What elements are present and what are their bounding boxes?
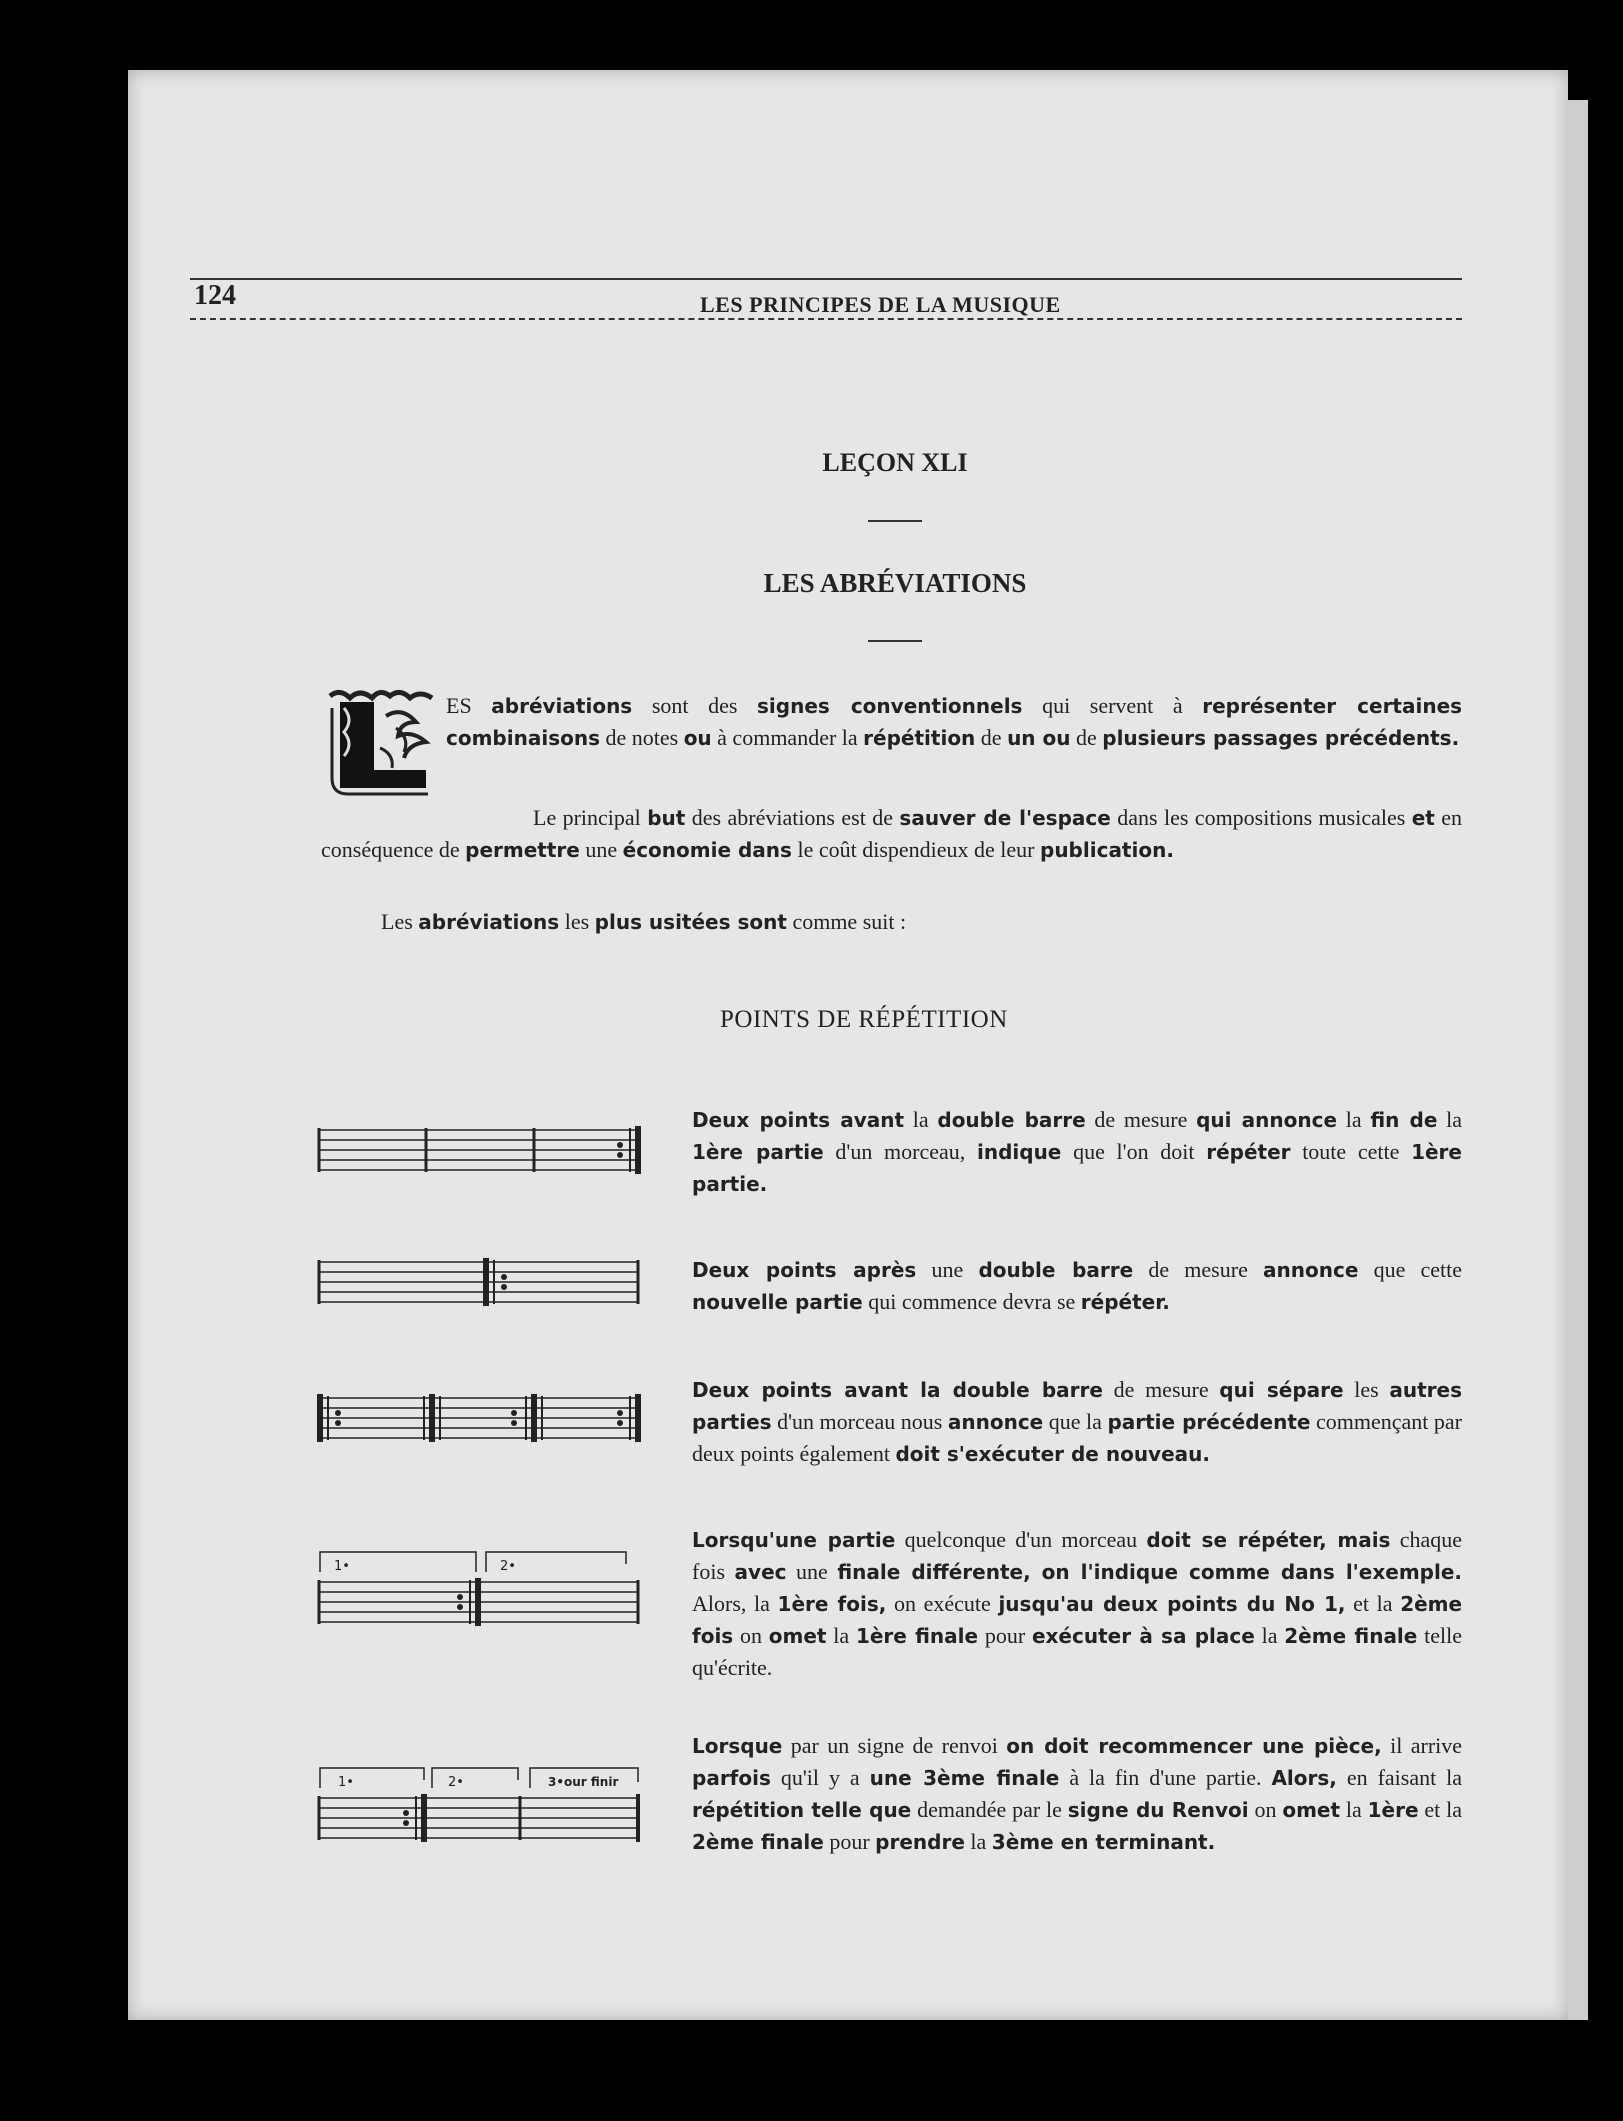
section-heading: POINTS DE RÉPÉTITION bbox=[720, 1006, 1008, 1033]
example-bold: annonce bbox=[947, 1410, 1044, 1434]
heading-dash bbox=[868, 640, 922, 642]
example-text: telle qu'écrite. bbox=[692, 1623, 1463, 1680]
intro-bold: plusieurs passages précédents. bbox=[1102, 726, 1460, 750]
example-bold: double barre bbox=[937, 1108, 1086, 1132]
intro-text: des abréviations est de bbox=[691, 805, 894, 830]
example-bold: indique bbox=[976, 1140, 1062, 1164]
volta-label-3: 3•our finir bbox=[548, 1775, 619, 1789]
example-text: toute cette bbox=[1302, 1139, 1400, 1164]
example-bold: qui sépare bbox=[1219, 1378, 1344, 1402]
page-header bbox=[190, 200, 1462, 270]
intro-text: de bbox=[980, 725, 1002, 750]
example-3-text bbox=[692, 1374, 1462, 1470]
example-text: la bbox=[1446, 1107, 1463, 1132]
example-bold: autres parties bbox=[692, 1378, 1463, 1434]
intro-text: de notes bbox=[605, 725, 679, 750]
example-bold: parfois bbox=[692, 1766, 771, 1790]
example-bold: 2ème finale bbox=[692, 1830, 824, 1854]
header-bottom-rule bbox=[190, 318, 1462, 320]
example-text: par un signe de renvoi bbox=[790, 1733, 998, 1758]
intro-text: à commander la bbox=[717, 725, 858, 750]
example-bold: annonce bbox=[1263, 1258, 1359, 1282]
intro-bold: ou bbox=[683, 726, 712, 750]
example-text: d'un morceau nous bbox=[777, 1409, 943, 1434]
music-staff-icon bbox=[316, 1392, 646, 1448]
example-text: de mesure bbox=[1148, 1257, 1248, 1282]
example-text: d'un morceau, bbox=[835, 1139, 966, 1164]
volta-label-1: 1• bbox=[334, 1559, 350, 1574]
example-5-text bbox=[692, 1730, 1462, 1858]
example-bold: signe du Renvoi bbox=[1067, 1798, 1249, 1822]
example-bold: fin de bbox=[1370, 1108, 1438, 1132]
example-text: on bbox=[739, 1623, 762, 1648]
running-title: LES PRINCIPES DE LA MUSIQUE bbox=[700, 292, 1061, 317]
intro-text: Les bbox=[381, 909, 413, 934]
example-bold: Alors, bbox=[1271, 1766, 1337, 1790]
example-text: de mesure bbox=[1094, 1107, 1188, 1132]
intro-bold: un ou bbox=[1007, 726, 1071, 750]
example-bold: Deux points avant bbox=[692, 1108, 905, 1132]
intro-paragraph-3 bbox=[381, 906, 1462, 938]
example-text: la bbox=[970, 1829, 987, 1854]
example-text: que l'on doit bbox=[1073, 1139, 1195, 1164]
lesson-heading: LEÇON XLI bbox=[822, 448, 968, 477]
example-text: qui commence devra se bbox=[868, 1289, 1076, 1314]
intro-text: sont des bbox=[651, 693, 738, 718]
intro-bold: publication. bbox=[1040, 838, 1174, 862]
staff-example-3 bbox=[316, 1392, 646, 1448]
example-text: les bbox=[1354, 1377, 1379, 1402]
intro-text: une bbox=[585, 837, 618, 862]
intro-bold: économie dans bbox=[622, 838, 792, 862]
example-bold: 3ème en terminant. bbox=[991, 1830, 1216, 1854]
example-text: on bbox=[1254, 1797, 1277, 1822]
example-bold: 1ère partie bbox=[692, 1140, 824, 1164]
example-bold: 2ème fois bbox=[692, 1592, 1463, 1648]
example-bold: Lorsqu'une partie bbox=[692, 1528, 896, 1552]
example-bold: répéter. bbox=[1080, 1290, 1170, 1314]
example-bold: répéter bbox=[1206, 1140, 1291, 1164]
example-bold: partie précédente bbox=[1107, 1410, 1311, 1434]
example-text: la bbox=[1345, 1107, 1362, 1132]
example-bold: nouvelle partie bbox=[692, 1290, 863, 1314]
music-staff-icon bbox=[316, 1760, 646, 1850]
staff-example-2 bbox=[316, 1256, 646, 1312]
intro-text: de bbox=[1075, 725, 1097, 750]
example-bold: Lorsque bbox=[692, 1734, 783, 1758]
intro-bold: plus usitées sont bbox=[594, 910, 787, 934]
music-staff-icon bbox=[316, 1546, 646, 1632]
chapter-title: LES ABRÉVIATIONS bbox=[763, 568, 1027, 598]
example-bold: qui annonce bbox=[1196, 1108, 1338, 1132]
example-text: Alors, la bbox=[692, 1591, 770, 1616]
example-text: la bbox=[1345, 1797, 1362, 1822]
example-text: pour bbox=[984, 1623, 1026, 1648]
example-bold: omet bbox=[768, 1624, 827, 1648]
intro-bold: permettre bbox=[465, 838, 580, 862]
example-text: à la fin d'une partie. bbox=[1069, 1765, 1262, 1790]
intro-text: ES bbox=[446, 693, 472, 718]
adjacent-page-edge bbox=[1568, 100, 1588, 2020]
intro-text: en conséquence de bbox=[321, 805, 1463, 862]
example-1-text bbox=[692, 1104, 1462, 1200]
example-text: une bbox=[931, 1257, 964, 1282]
example-text: en faisant la bbox=[1346, 1765, 1463, 1790]
header-top-rule bbox=[190, 278, 1462, 280]
example-bold: doit s'exécuter de nouveau. bbox=[895, 1442, 1210, 1466]
example-text: de mesure bbox=[1113, 1377, 1209, 1402]
example-text: que cette bbox=[1373, 1257, 1463, 1282]
intro-bold: signes conventionnels bbox=[757, 694, 1023, 718]
intro-paragraph-1 bbox=[446, 690, 1462, 754]
volta-label-1: 1• bbox=[338, 1775, 354, 1790]
example-text: et la bbox=[1424, 1797, 1463, 1822]
example-text: pour bbox=[829, 1829, 870, 1854]
example-text: qu'il y a bbox=[780, 1765, 860, 1790]
example-text: la bbox=[833, 1623, 850, 1648]
example-bold: exécuter à sa place bbox=[1031, 1624, 1255, 1648]
example-text: que la bbox=[1048, 1409, 1102, 1434]
intro-text: les bbox=[564, 909, 590, 934]
intro-text: dans les compositions musicales bbox=[1117, 805, 1406, 830]
staff-example-5 bbox=[316, 1760, 646, 1850]
intro-bold: répétition bbox=[863, 726, 976, 750]
example-bold: omet bbox=[1282, 1798, 1341, 1822]
example-bold: 1ère fois, bbox=[777, 1592, 887, 1616]
intro-bold: but bbox=[647, 806, 686, 830]
music-staff-icon bbox=[316, 1256, 646, 1312]
example-text: demandée par le bbox=[917, 1797, 1062, 1822]
example-bold: 2ème finale bbox=[1284, 1624, 1418, 1648]
example-text: quelconque d'un morceau bbox=[904, 1527, 1138, 1552]
intro-text: comme suit : bbox=[792, 909, 907, 934]
intro-text: Le principal bbox=[533, 805, 641, 830]
example-bold: jusqu'au deux points du No 1, bbox=[998, 1592, 1346, 1616]
example-bold: répétition telle que bbox=[692, 1798, 912, 1822]
page-number: 124 bbox=[194, 280, 236, 311]
intro-bold: abréviations bbox=[491, 694, 633, 718]
volta-label-2: 2• bbox=[500, 1559, 516, 1574]
example-bold: on doit recommencer une pièce, bbox=[1006, 1734, 1382, 1758]
example-bold: Deux points avant la double barre bbox=[692, 1378, 1103, 1402]
example-text: on exécute bbox=[894, 1591, 991, 1616]
example-text: et la bbox=[1353, 1591, 1393, 1616]
example-4-text bbox=[692, 1524, 1462, 1683]
staff-example-1 bbox=[316, 1124, 646, 1180]
example-bold: doit se répéter, mais bbox=[1146, 1528, 1391, 1552]
ornamental-dropcap-l-icon bbox=[326, 688, 438, 798]
example-bold: 1ère bbox=[1367, 1798, 1419, 1822]
example-text: chaque fois bbox=[692, 1527, 1462, 1584]
example-bold: double barre bbox=[978, 1258, 1134, 1282]
example-bold: prendre bbox=[875, 1830, 965, 1854]
intro-text: qui servent à bbox=[1042, 693, 1183, 718]
example-2-text bbox=[692, 1254, 1462, 1318]
example-text: il arrive bbox=[1390, 1733, 1463, 1758]
staff-example-4 bbox=[316, 1546, 646, 1632]
example-bold: finale différente, on l'indique comme dans l'exemple. bbox=[837, 1560, 1463, 1584]
example-text: la bbox=[1261, 1623, 1278, 1648]
intro-bold: sauver de l'espace bbox=[899, 806, 1111, 830]
heading-dash bbox=[868, 520, 922, 522]
intro-text: le coût dispendieux de leur bbox=[797, 837, 1035, 862]
volta-label-2: 2• bbox=[448, 1775, 464, 1790]
music-staff-icon bbox=[316, 1124, 646, 1180]
intro-paragraph-2 bbox=[321, 802, 1462, 866]
example-bold: 1ère finale bbox=[855, 1624, 979, 1648]
intro-bold: représenter certaines combinaisons bbox=[446, 694, 1463, 750]
example-text: une bbox=[796, 1559, 828, 1584]
example-bold: Deux points après bbox=[692, 1258, 917, 1282]
intro-bold: abréviations bbox=[418, 910, 560, 934]
example-bold: une 3ème finale bbox=[869, 1766, 1060, 1790]
example-bold: 1ère partie. bbox=[692, 1140, 1462, 1196]
intro-bold: et bbox=[1411, 806, 1435, 830]
example-text: la bbox=[912, 1107, 929, 1132]
page-sheet bbox=[128, 70, 1568, 2020]
example-text: commençant par deux points également bbox=[692, 1409, 1462, 1466]
example-bold: avec bbox=[734, 1560, 787, 1584]
